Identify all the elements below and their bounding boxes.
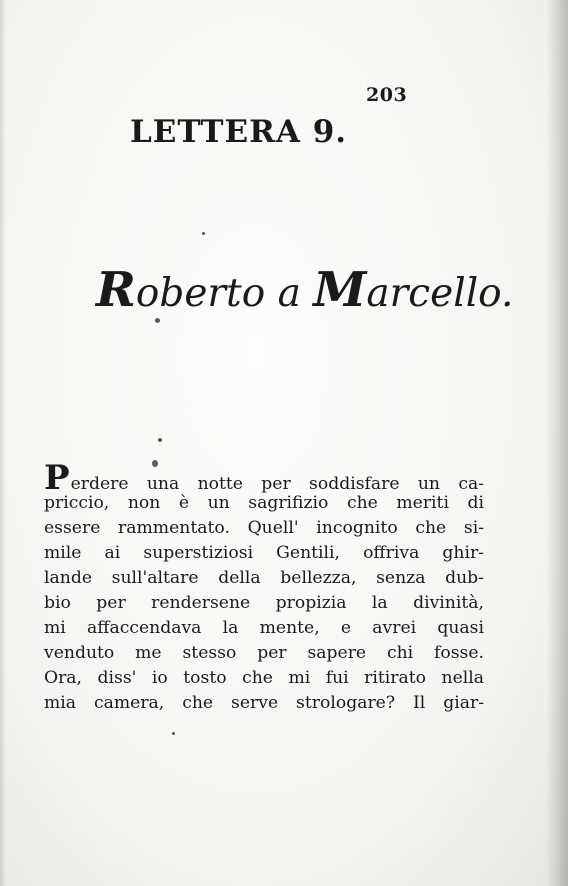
ink-speck <box>172 732 175 735</box>
page-number: 203 <box>366 84 408 106</box>
ink-speck <box>202 232 205 235</box>
body-line: priccio, non è un sagrifizio che meriti di <box>44 493 484 513</box>
salutation-rest-first: oberto a <box>135 271 314 316</box>
salutation-cap-second: M <box>313 262 367 318</box>
letter-salutation <box>96 262 513 318</box>
body-line: essere rammentato. Quell' incognito che si- <box>44 518 484 538</box>
page-left-shadow <box>0 0 6 886</box>
body-line: lande sull'altare della bellezza, senza dub- <box>44 568 484 588</box>
letter-body <box>44 458 484 716</box>
salutation-rest-second: arcello. <box>366 271 514 316</box>
page-right-shadow <box>546 0 568 886</box>
ink-speck <box>155 318 160 323</box>
body-line: bio per rendersene propizia la divinità, <box>44 593 484 613</box>
letter-title: LETTERA 9. <box>130 114 348 150</box>
body-line: mi affaccendava la mente, e avrei quasi <box>44 618 484 638</box>
body-line: mia camera, che serve strologare? Il giar- <box>44 693 484 713</box>
body-line: mile ai superstiziosi Gentili, offriva ghir- <box>44 543 484 563</box>
ink-speck <box>152 460 158 467</box>
salutation-cap-first: R <box>96 262 136 318</box>
body-line: Ora, diss' io tosto che mi fui ritirato nella <box>44 668 484 688</box>
ink-speck <box>158 438 162 442</box>
drop-cap: P <box>44 458 70 498</box>
body-line: venduto me stesso per sapere chi fosse. <box>44 643 484 663</box>
body-line: Perdere una notte per soddisfare un ca- <box>44 458 484 498</box>
